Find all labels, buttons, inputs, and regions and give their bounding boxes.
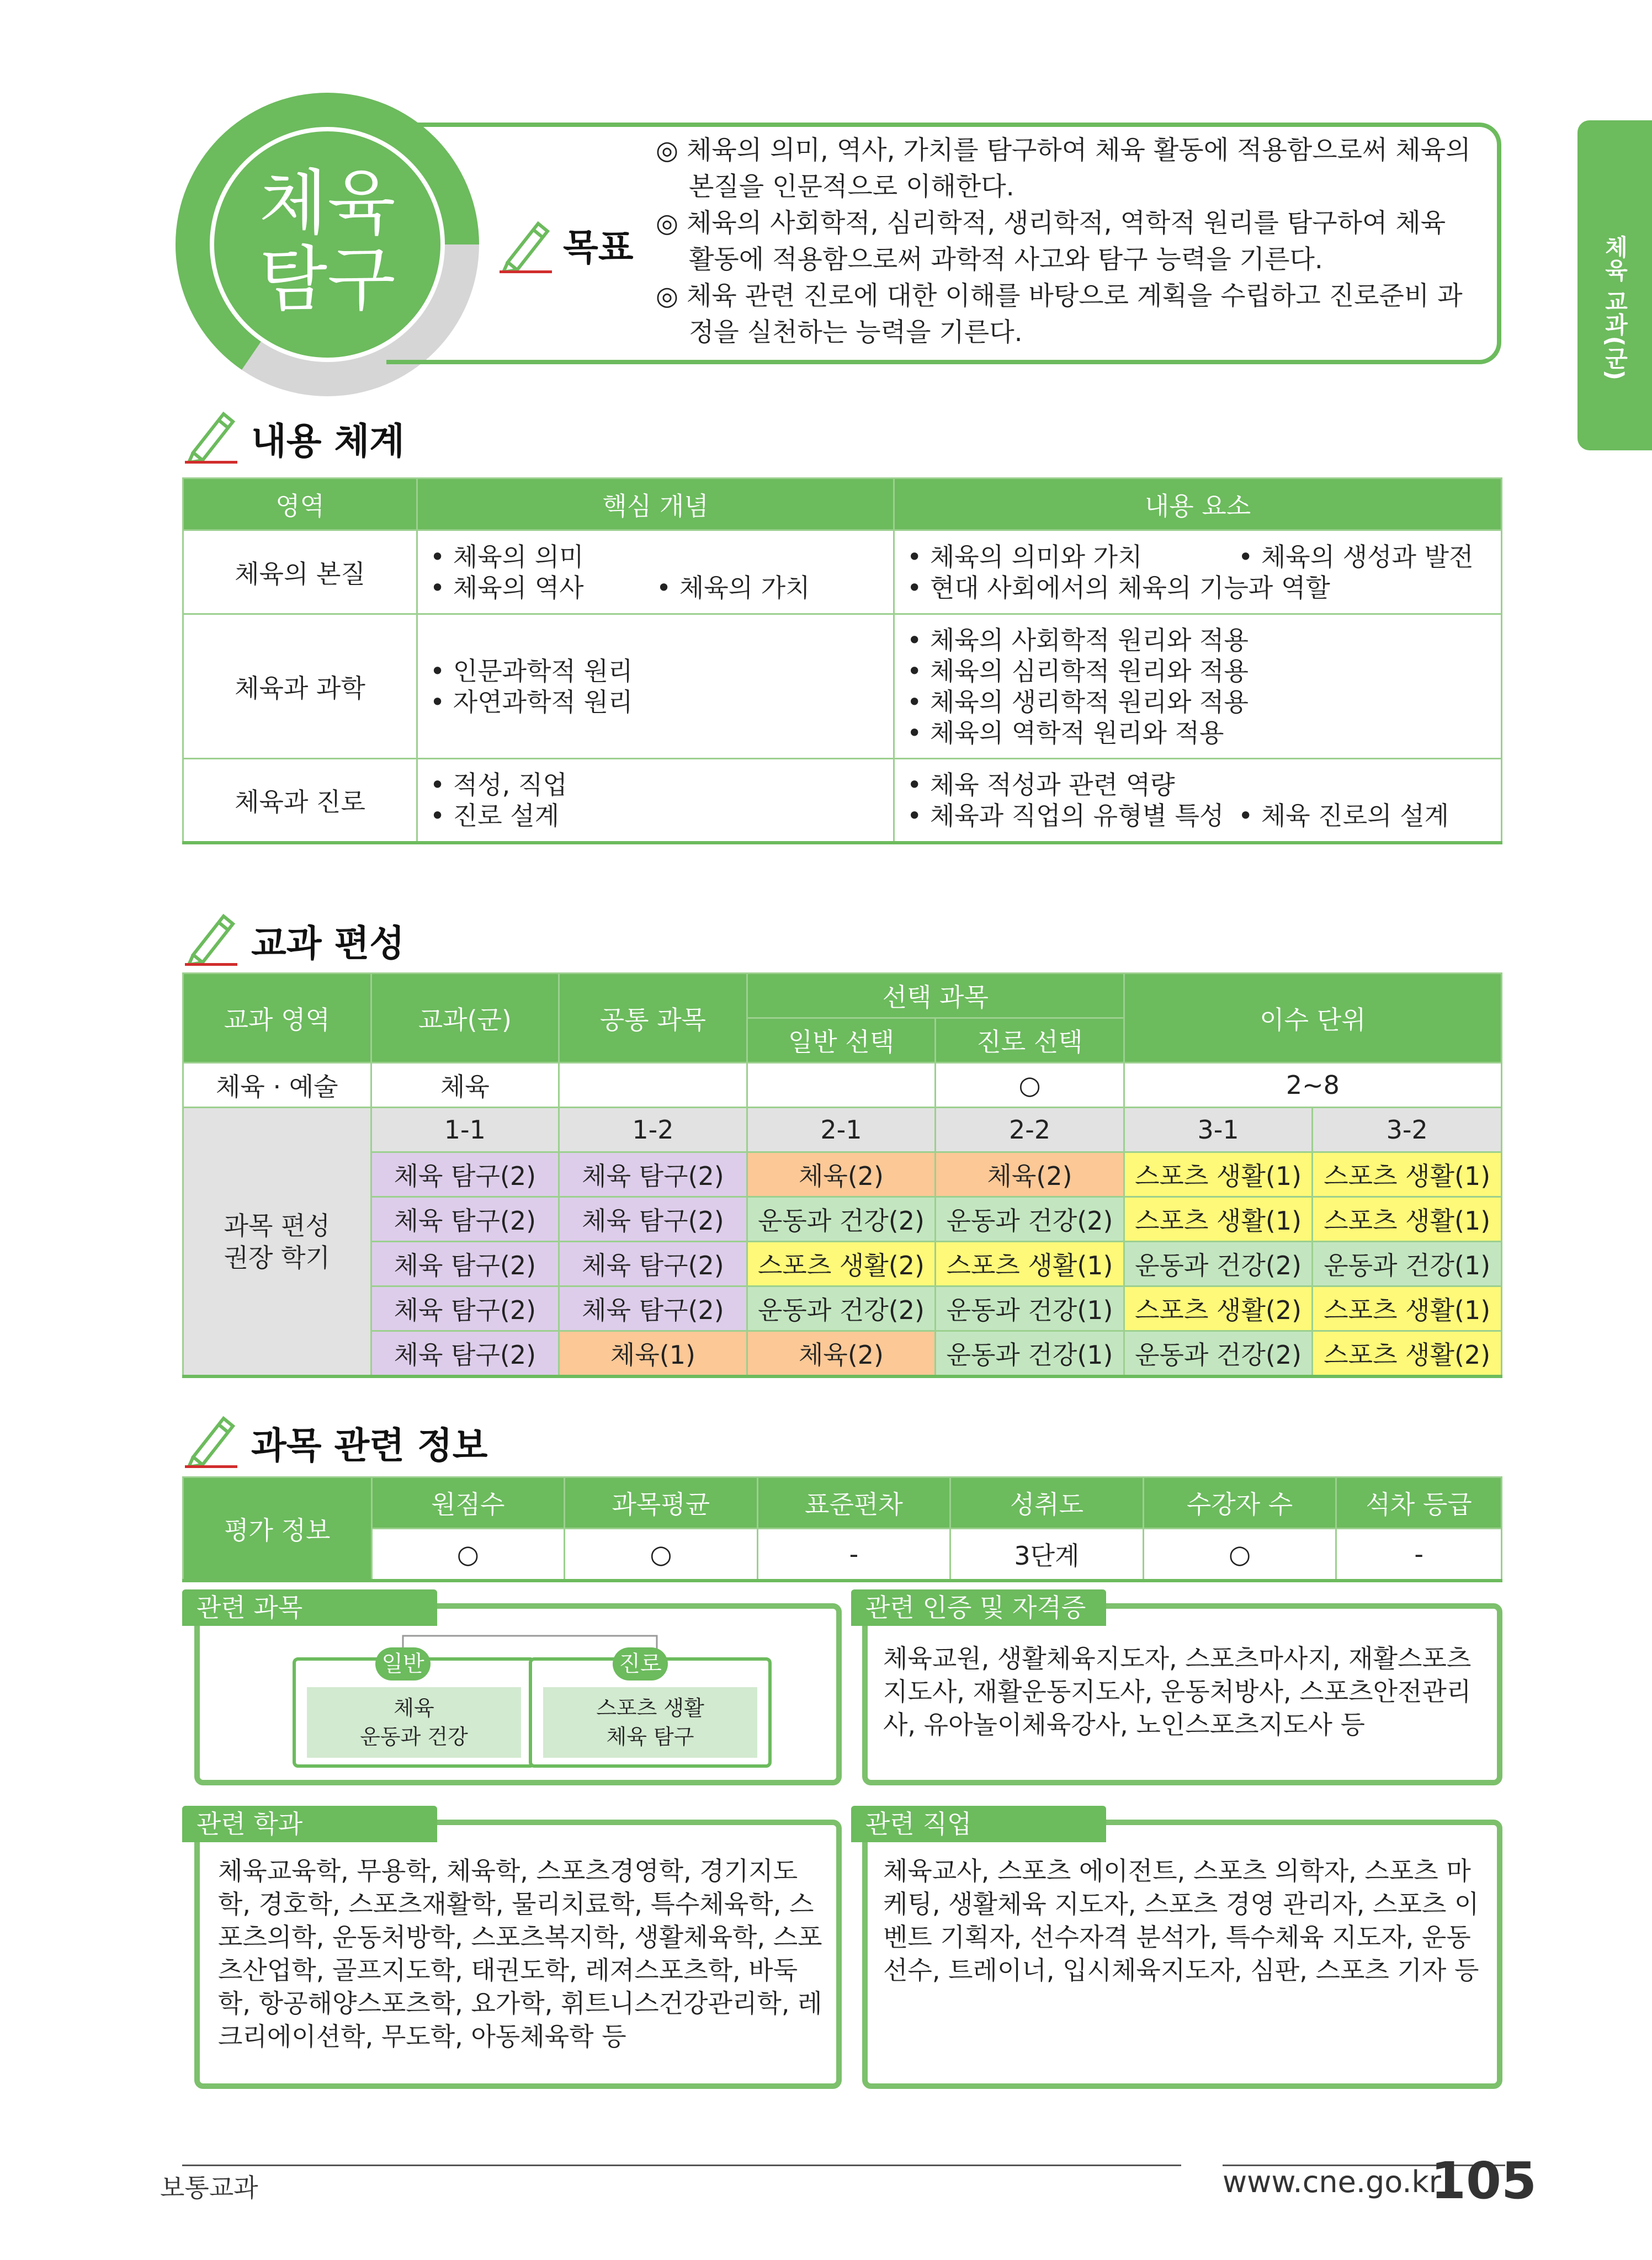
semester-header: 2-1 xyxy=(747,1108,936,1152)
element-item: • 현대 사회에서의 체육의 기능과 역할 xyxy=(907,572,1330,603)
element-item: • 체육의 생리학적 원리와 적용 xyxy=(907,687,1249,717)
career-pill: 진로 xyxy=(613,1647,668,1681)
column-header: 표준편차 xyxy=(757,1477,950,1529)
subject-item: 스포츠 생활 xyxy=(596,1696,704,1720)
column-header: 핵심 개념 xyxy=(417,478,894,530)
table-row xyxy=(183,1063,1502,1108)
table-row xyxy=(183,1197,1502,1242)
table-row xyxy=(183,1152,1502,1197)
semester-header: 1-1 xyxy=(371,1108,559,1152)
plan-cell: 스포츠 생활(1) xyxy=(1124,1197,1313,1242)
section-title: 교과 편성 xyxy=(251,922,405,965)
side-label-cell xyxy=(183,1108,371,1377)
plan-cell: 스포츠 생활(1) xyxy=(1313,1152,1502,1197)
element-item: • 체육의 생성과 발전 xyxy=(1238,541,1474,572)
plan-cell: 운동과 건강(2) xyxy=(1124,1242,1313,1286)
plan-cell: 운동과 건강(2) xyxy=(747,1286,936,1331)
table-row xyxy=(183,1108,1502,1152)
semester-header: 3-2 xyxy=(1313,1108,1502,1152)
evaluation-table xyxy=(182,1476,1502,1582)
table-cell: ○ xyxy=(936,1063,1124,1108)
pencil-icon xyxy=(182,905,243,966)
plan-cell: 체육 탐구(2) xyxy=(559,1242,747,1286)
semester-header: 1-2 xyxy=(559,1108,747,1152)
core-item: • 자연과학적 원리 xyxy=(430,687,633,717)
certificates-text: 체육교원, 생활체육지도자, 스포츠마사지, 재활스포츠지도사, 재활운동지도사, 운동처방사, 스포츠안전관리사, 유아놀이체육강사, 노인스포츠지도사 등 xyxy=(883,1644,1472,1740)
content-element-cell xyxy=(894,614,1502,759)
plan-cell: 운동과 건강(1) xyxy=(1313,1242,1502,1286)
plan-cell: 스포츠 생활(1) xyxy=(936,1242,1124,1286)
column-header: 원점수 xyxy=(371,1477,565,1529)
element-item: • 체육의 사회학적 원리와 적용 xyxy=(907,625,1249,655)
column-header: 내용 요소 xyxy=(894,478,1502,530)
goal-item: ◎ 체육의 의미, 역사, 가치를 탐구하여 체육 활동에 적용함으로써 체육의 본질을 인문적으로 이해한다. xyxy=(656,135,1471,202)
side-tab-label: 체육 교과(군) xyxy=(1601,235,1629,381)
plan-cell: 스포츠 생활(2) xyxy=(1313,1331,1502,1377)
table-row xyxy=(183,1331,1502,1377)
section-content-system xyxy=(182,397,679,464)
table-row xyxy=(183,759,1502,843)
plan-cell: 체육 탐구(2) xyxy=(371,1242,559,1286)
table-cell: 2~8 xyxy=(1124,1063,1501,1108)
jobs-tab: 관련 직업 xyxy=(851,1806,1106,1842)
plan-cell: 운동과 건강(2) xyxy=(747,1197,936,1242)
area-cell: 체육과 진로 xyxy=(183,759,417,843)
plan-cell: 운동과 건강(1) xyxy=(936,1331,1124,1377)
goal-list xyxy=(656,132,1478,351)
core-item: • 체육의 의미 xyxy=(430,541,584,572)
plan-cell: 체육 탐구(2) xyxy=(371,1331,559,1377)
core-item: • 체육의 가치 xyxy=(656,572,810,603)
subject-title xyxy=(210,162,445,321)
column-header: 과목평균 xyxy=(565,1477,758,1529)
plan-cell: 스포츠 생활(1) xyxy=(1313,1286,1502,1331)
plan-cell: 체육(2) xyxy=(747,1331,936,1377)
plan-cell: 체육(1) xyxy=(559,1331,747,1377)
plan-cell: 체육 탐구(2) xyxy=(559,1197,747,1242)
footer-label: 보통교과 xyxy=(160,2173,258,2203)
area-cell: 체육의 본질 xyxy=(183,530,417,614)
plan-cell: 운동과 건강(1) xyxy=(936,1286,1124,1331)
section-subject-info xyxy=(182,1402,789,1468)
element-item: • 체육 적성과 관련 역량 xyxy=(907,769,1175,800)
general-pill: 일반 xyxy=(375,1647,431,1681)
plan-cell: 체육 탐구(2) xyxy=(559,1152,747,1197)
plan-cell: 운동과 건강(2) xyxy=(1124,1331,1313,1377)
plan-cell: 체육 탐구(2) xyxy=(371,1286,559,1331)
subject-title-line2: 탐구 xyxy=(259,238,396,321)
table-cell xyxy=(559,1063,747,1108)
goal-label: 목표 xyxy=(563,226,634,269)
table-cell: ○ xyxy=(565,1529,758,1581)
eval-label: 평가 정보 xyxy=(183,1477,372,1581)
plan-cell: 체육 탐구(2) xyxy=(559,1286,747,1331)
column-header: 일반 선택 xyxy=(747,1018,936,1063)
departments-text: 체육교육학, 무용학, 체육학, 스포츠경영학, 경기지도학, 경호학, 스포츠재활학, 물리치료학, 특수체육학, 스포츠의학, 운동처방학, 스포츠복지학, 생활체육학, 스포츠산업학, 골프지도학, 태권도학, 레져스포츠학, 바둑학, 항공해양스포츠학, 요가학, 휘트니스건강관리학, 레크리에이션학, 무도학, 아동체육학 등 xyxy=(218,1856,822,2051)
column-header: 진로 선택 xyxy=(936,1018,1124,1063)
area-cell: 체육과 과학 xyxy=(183,614,417,759)
plan-cell: 체육(2) xyxy=(936,1152,1124,1197)
column-header: 선택 과목 xyxy=(747,974,1124,1018)
section-curriculum xyxy=(182,900,679,966)
table-cell: ○ xyxy=(371,1529,565,1581)
column-header: 수강자 수 xyxy=(1143,1477,1336,1529)
plan-cell: 스포츠 생활(1) xyxy=(1313,1197,1502,1242)
content-system-table xyxy=(182,477,1502,844)
pencil-icon xyxy=(182,403,243,464)
column-header: 이수 단위 xyxy=(1124,974,1501,1063)
plan-cell: 스포츠 생활(1) xyxy=(1124,1152,1313,1197)
side-label: 과목 편성 xyxy=(224,1210,330,1241)
core-item: • 진로 설계 xyxy=(430,800,560,831)
semester-header: 3-1 xyxy=(1124,1108,1313,1152)
plan-cell: 체육(2) xyxy=(747,1152,936,1197)
plan-cell: 운동과 건강(2) xyxy=(936,1197,1124,1242)
element-item: • 체육 진로의 설계 xyxy=(1238,800,1449,831)
section-title: 내용 체계 xyxy=(251,420,405,462)
subject-item: 체육 탐구 xyxy=(606,1725,694,1749)
subject-title-line1: 체육 xyxy=(259,162,396,244)
core-item: • 인문과학적 원리 xyxy=(430,656,633,686)
side-label: 권장 학기 xyxy=(224,1242,330,1273)
departments-tab: 관련 학과 xyxy=(182,1806,437,1842)
page-number: 105 xyxy=(1431,2151,1537,2210)
footer-url[interactable]: www.cne.go.kr xyxy=(1223,2165,1442,2199)
table-row xyxy=(183,1529,1502,1581)
table-cell: - xyxy=(757,1529,950,1581)
related-subjects-tab: 관련 과목 xyxy=(182,1589,437,1626)
core-item: • 체육의 역사 xyxy=(430,572,584,603)
table-cell: 체육 xyxy=(371,1063,559,1108)
pencil-icon xyxy=(497,212,557,273)
core-concept-cell xyxy=(417,759,894,843)
plan-cell: 체육 탐구(2) xyxy=(371,1152,559,1197)
element-item: • 체육과 직업의 유형별 특성 xyxy=(907,800,1224,831)
core-concept-cell xyxy=(417,530,894,614)
certificates-tab: 관련 인증 및 자격증 xyxy=(851,1589,1106,1626)
plan-cell: 스포츠 생활(2) xyxy=(747,1242,936,1286)
plan-cell: 스포츠 생활(2) xyxy=(1124,1286,1313,1331)
table-row xyxy=(183,1286,1502,1331)
jobs-text: 체육교사, 스포츠 에이전트, 스포츠 의학자, 스포츠 마케팅, 생활체육 지도자, 스포츠 경영 관리자, 스포츠 이벤트 기획자, 선수자격 분석가, 특수체육 지도자, 운동선수, 트레이너, 입시체육지도자, 심판, 스포츠 기자 등 xyxy=(883,1856,1479,1985)
core-item: • 적성, 직업 xyxy=(430,769,567,800)
pencil-icon xyxy=(182,1407,243,1468)
table-row xyxy=(183,1242,1502,1286)
column-header: 성취도 xyxy=(950,1477,1144,1529)
column-header: 교과 영역 xyxy=(183,974,371,1063)
table-row xyxy=(183,614,1502,759)
content-element-cell xyxy=(894,530,1502,614)
subject-item: 운동과 건강 xyxy=(360,1725,468,1749)
goal-item: ◎ 체육 관련 진로에 대한 이해를 바탕으로 계획을 수립하고 진로준비 과정을 실천하는 능력을 기른다. xyxy=(656,281,1463,348)
element-item: • 체육의 역학적 원리와 적용 xyxy=(907,717,1224,748)
core-concept-cell xyxy=(417,614,894,759)
table-row xyxy=(183,530,1502,614)
side-tab[interactable] xyxy=(1577,120,1652,450)
table-cell: 3단계 xyxy=(950,1529,1144,1581)
section-title: 과목 관련 정보 xyxy=(251,1424,488,1467)
semester-header: 2-2 xyxy=(936,1108,1124,1152)
subject-item: 체육 xyxy=(394,1696,434,1720)
element-item: • 체육의 심리학적 원리와 적용 xyxy=(907,656,1249,686)
general-subject-list xyxy=(307,1687,521,1758)
table-cell: 체육 · 예술 xyxy=(183,1063,371,1108)
column-header: 교과(군) xyxy=(371,974,559,1063)
table-cell: - xyxy=(1336,1529,1502,1581)
table-cell xyxy=(747,1063,936,1108)
career-subject-list xyxy=(543,1687,757,1758)
column-header: 석차 등급 xyxy=(1336,1477,1502,1529)
column-header: 공통 과목 xyxy=(559,974,747,1063)
goal-item: ◎ 체육의 사회학적, 심리학적, 생리학적, 역학적 원리를 탐구하여 체육 활동에 적용함으로써 과학적 사고와 탐구 능력을 기른다. xyxy=(656,208,1446,275)
table-cell: ○ xyxy=(1143,1529,1336,1581)
content-element-cell xyxy=(894,759,1502,843)
curriculum-table xyxy=(182,972,1502,1378)
footer-divider xyxy=(182,2165,1181,2166)
element-item: • 체육의 의미와 가치 xyxy=(907,541,1143,572)
column-header: 영역 xyxy=(183,478,417,530)
plan-cell: 체육 탐구(2) xyxy=(371,1197,559,1242)
